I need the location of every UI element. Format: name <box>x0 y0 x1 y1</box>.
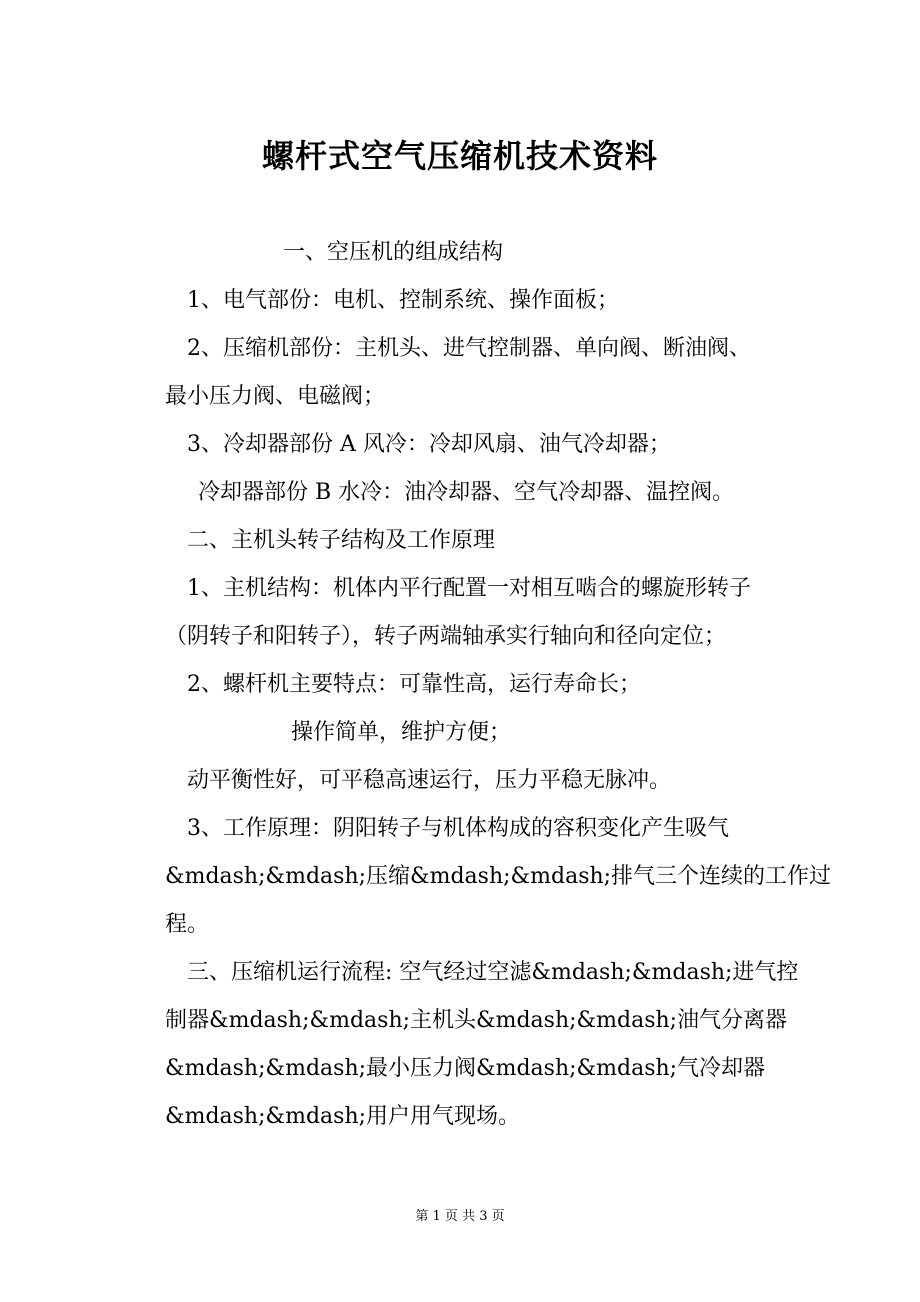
document-title: 螺杆式空气压缩机技术资料 <box>261 137 658 175</box>
paragraph-line-2: 2、压缩机部份：主机头、进气控制器、单向阀、断油阀、 <box>187 336 751 361</box>
paragraph-line-7: （阴转子和阳转子），转子两端轴承实行轴向和径向定位； <box>165 624 727 649</box>
section-heading-3: 三、压缩机运行流程: 空气经过空滤&mdash;&mdash;进气控 <box>187 960 799 985</box>
paragraph-line-10: 动平衡性好，可平稳高速运行，压力平稳无脉冲。 <box>187 768 672 793</box>
paragraph-line-12: &mdash;&mdash;压缩&mdash;&mdash;排气三个连续的工作过 <box>165 864 832 889</box>
paragraph-line-6: 1、主机结构：机体内平行配置一对相互啮合的螺旋形转子 <box>187 576 751 601</box>
paragraph-line-16: &mdash;&mdash;用户用气现场。 <box>165 1104 521 1129</box>
paragraph-line-4: 3、冷却器部份 A 风冷：冷却风扇、油气冷却器； <box>187 432 671 457</box>
section-heading-1: 一、空压机的组成结构 <box>283 240 504 265</box>
paragraph-line-15: &mdash;&mdash;最小压力阀&mdash;&mdash;气冷却器 <box>165 1056 766 1081</box>
paragraph-line-3: 最小压力阀、电磁阀； <box>165 384 386 409</box>
page-number-footer: 第 1 页 共 3 页 <box>415 1209 505 1224</box>
paragraph-line-1: 1、电气部份：电机、控制系统、操作面板； <box>187 288 619 313</box>
paragraph-line-9: 操作简单，维护方便； <box>291 720 512 745</box>
paragraph-line-13: 程。 <box>165 912 210 937</box>
paragraph-line-11: 3、工作原理：阴阳转子与机体构成的容积变化产生吸气 <box>187 816 729 841</box>
paragraph-line-5: 冷却器部份 B 水冷：油冷却器、空气冷却器、温控阀。 <box>198 480 735 505</box>
paragraph-line-8: 2、螺杆机主要特点：可靠性高，运行寿命长； <box>187 672 641 697</box>
section-heading-2: 二、主机头转子结构及工作原理 <box>187 528 496 553</box>
paragraph-line-14: 制器&mdash;&mdash;主机头&mdash;&mdash;油气分离器 <box>165 1008 788 1033</box>
